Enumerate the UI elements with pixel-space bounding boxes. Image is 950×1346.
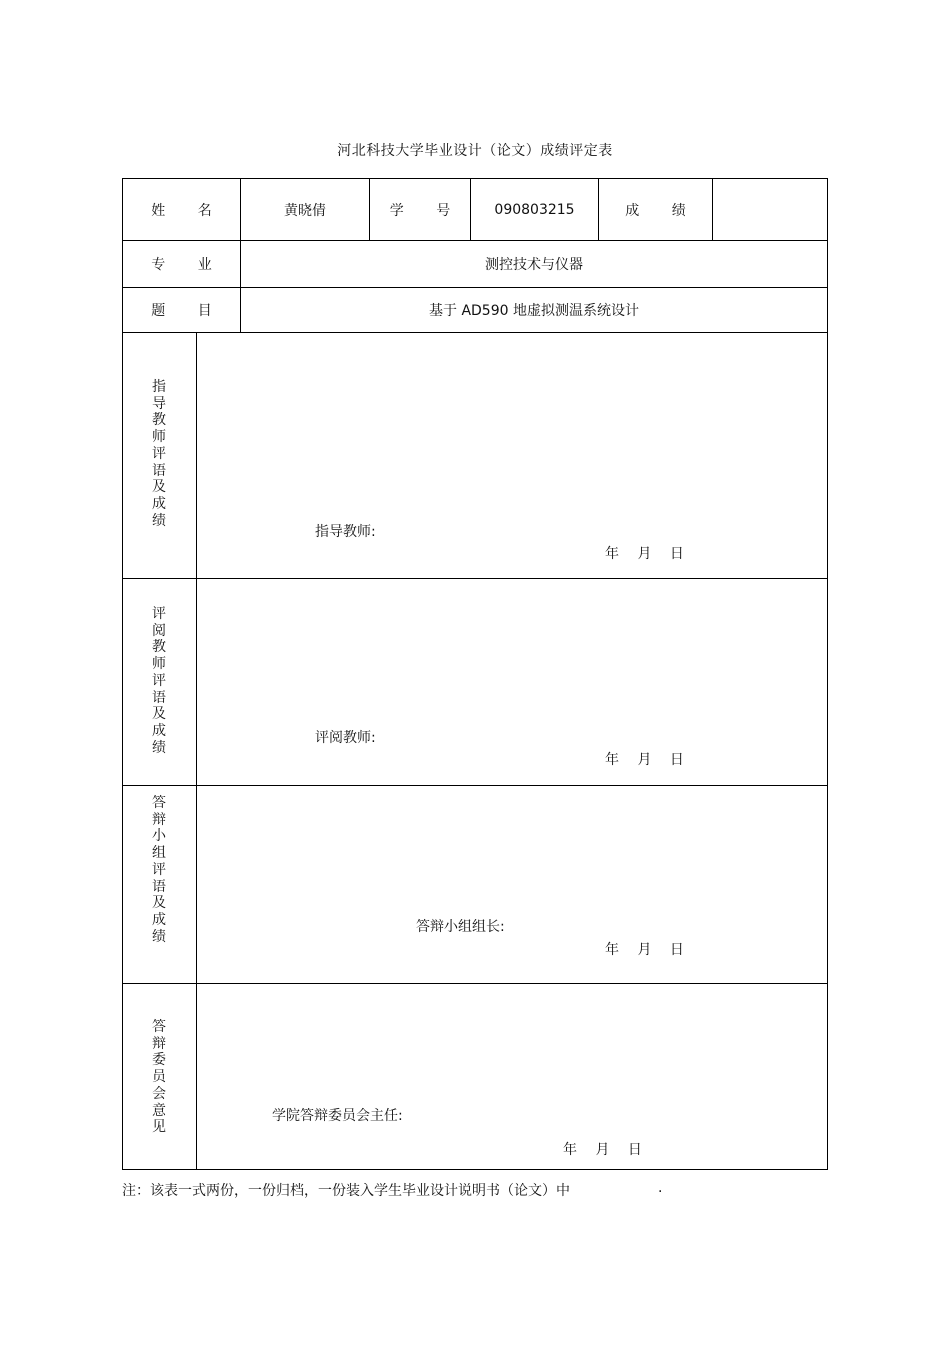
committee-section-label: 答辩委员会意见 bbox=[152, 1019, 166, 1136]
row-divider bbox=[123, 785, 827, 786]
reviewer-signature-label: 评阅教师: bbox=[315, 730, 376, 746]
topic-label: 题 目 bbox=[151, 303, 226, 319]
reviewer-section-label: 评阅教师评语及成绩 bbox=[152, 606, 166, 756]
student-id-value: 090803215 bbox=[494, 201, 575, 218]
col-divider bbox=[196, 332, 197, 1170]
panel-signature-label: 答辩小组组长: bbox=[416, 919, 505, 935]
advisor-signature-label: 指导教师: bbox=[315, 524, 376, 540]
score-value[interactable] bbox=[713, 179, 827, 240]
major-label: 专 业 bbox=[151, 257, 226, 273]
committee-date: 年 月 日 bbox=[563, 1142, 642, 1158]
name-value: 黄晓倩 bbox=[284, 202, 326, 219]
score-label: 成 绩 bbox=[625, 202, 700, 219]
committee-signature-label: 学院答辩委员会主任: bbox=[272, 1108, 403, 1124]
major-value: 测控技术与仪器 bbox=[485, 257, 583, 273]
footnote-period: . bbox=[658, 1180, 663, 1196]
reviewer-date: 年 月 日 bbox=[605, 752, 684, 768]
form-title: 河北科技大学毕业设计（论文）成绩评定表 bbox=[337, 143, 613, 159]
advisor-date: 年 月 日 bbox=[605, 546, 684, 562]
advisor-section-label: 指导教师评语及成绩 bbox=[152, 379, 166, 529]
panel-date: 年 月 日 bbox=[605, 942, 684, 958]
evaluation-table bbox=[122, 178, 828, 1170]
footnote: 注：该表一式两份，一份归档，一份装入学生毕业设计说明书（论文）中 bbox=[122, 1183, 570, 1199]
row-divider bbox=[123, 332, 827, 333]
name-label: 姓 名 bbox=[151, 202, 226, 219]
topic-value: 基于 AD590 地虚拟测温系统设计 bbox=[429, 303, 639, 319]
student-id-label: 学 号 bbox=[389, 202, 465, 219]
row-divider bbox=[123, 578, 827, 579]
row-divider bbox=[123, 983, 827, 984]
panel-section-label: 答辩小组评语及成绩 bbox=[152, 795, 166, 945]
